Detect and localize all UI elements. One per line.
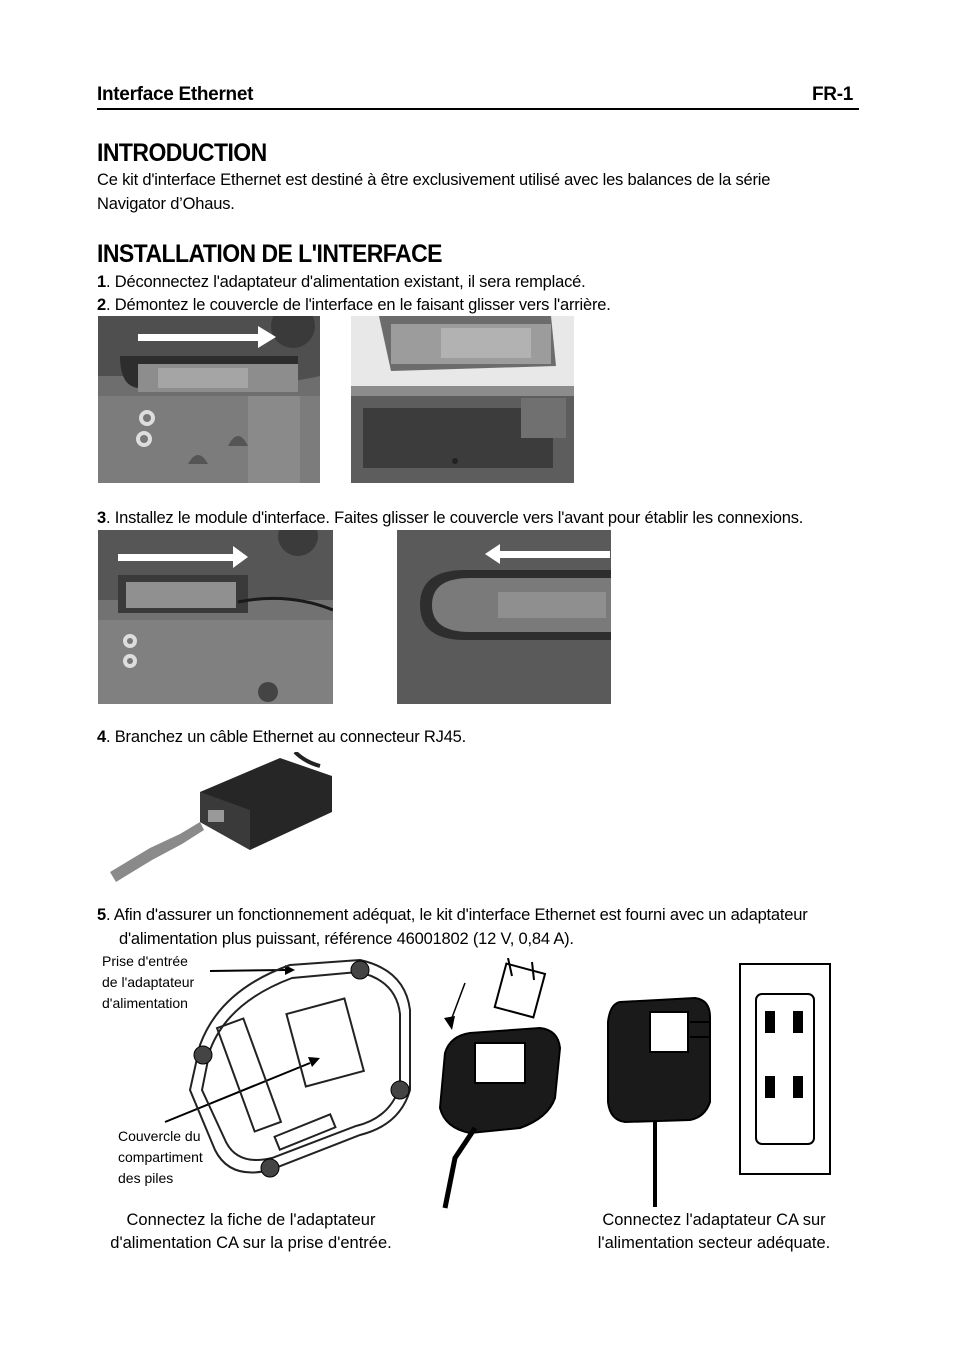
step-text: . Démontez le couvercle de l'interface en le faisant glisser vers l'arrière.: [105, 296, 611, 314]
step-number: 1: [97, 273, 106, 291]
callout-line: Couvercle du: [118, 1128, 201, 1144]
caption-line: Connectez l'adaptateur CA sur: [602, 1211, 826, 1229]
step-5: [97, 903, 857, 927]
step-2: [97, 293, 611, 317]
photo-cover-removed: [351, 316, 574, 483]
intro-line-1: Ce kit d'interface Ethernet est destiné à être exclusivement utilisé avec les balances de la série: [97, 171, 771, 189]
step-5-continuation: d'alimentation plus puissant, référence 46001802 (12 V, 0,84 A).: [119, 930, 574, 948]
step-4: [97, 725, 466, 749]
photo-module-installed: [98, 530, 333, 704]
photo-cover-slide-back: [98, 316, 320, 483]
step-number: 2: [97, 296, 106, 314]
callout-line: d'alimentation: [102, 995, 188, 1011]
caption-line: Connectez la fiche de l'adaptateur: [126, 1211, 376, 1229]
step-number: 3: [97, 509, 106, 527]
step-number: 4: [97, 728, 106, 746]
caption-left: [99, 1209, 403, 1255]
step-text: . Installez le module d'interface. Faites glisser le couvercle vers l'avant pour établir les connexions.: [105, 509, 804, 527]
photo-cover-slide-forward: [370, 530, 611, 704]
page-number: FR-1: [812, 84, 854, 105]
step-text: . Afin d'assurer un fonctionnement adéquat, le kit d'interface Ethernet est fourni avec un adaptateur: [105, 906, 808, 924]
wall-outlet-drawing: [600, 962, 835, 1212]
step-text: . Déconnectez l'adaptateur d'alimentation existant, il sera remplacé.: [105, 273, 586, 291]
install-heading: INSTALLATION DE L'INTERFACE: [97, 240, 442, 268]
callout-line: compartiment: [118, 1149, 203, 1165]
intro-line-2: Navigator d’Ohaus.: [97, 195, 235, 213]
intro-heading: INTRODUCTION: [97, 139, 267, 167]
callout-line: Prise d'entrée: [102, 953, 188, 969]
scale-underside-drawing: [160, 950, 430, 1190]
callout-line: de l'adaptateur: [102, 974, 195, 990]
step-number: 5: [97, 906, 106, 924]
step-3: [97, 506, 803, 530]
photo-ethernet-cable: [110, 752, 340, 884]
step-1: [97, 270, 586, 294]
running-header-title: Interface Ethernet: [97, 84, 254, 105]
caption-line: d'alimentation CA sur la prise d'entrée.: [110, 1234, 392, 1252]
callout-line: des piles: [118, 1170, 174, 1186]
header-rule: [97, 108, 859, 110]
step-text: . Branchez un câble Ethernet au connecteur RJ45.: [105, 728, 467, 746]
caption-line: l'alimentation secteur adéquate.: [597, 1234, 831, 1252]
caption-right: [584, 1209, 844, 1255]
adapter-plug-drawing: [430, 958, 590, 1210]
